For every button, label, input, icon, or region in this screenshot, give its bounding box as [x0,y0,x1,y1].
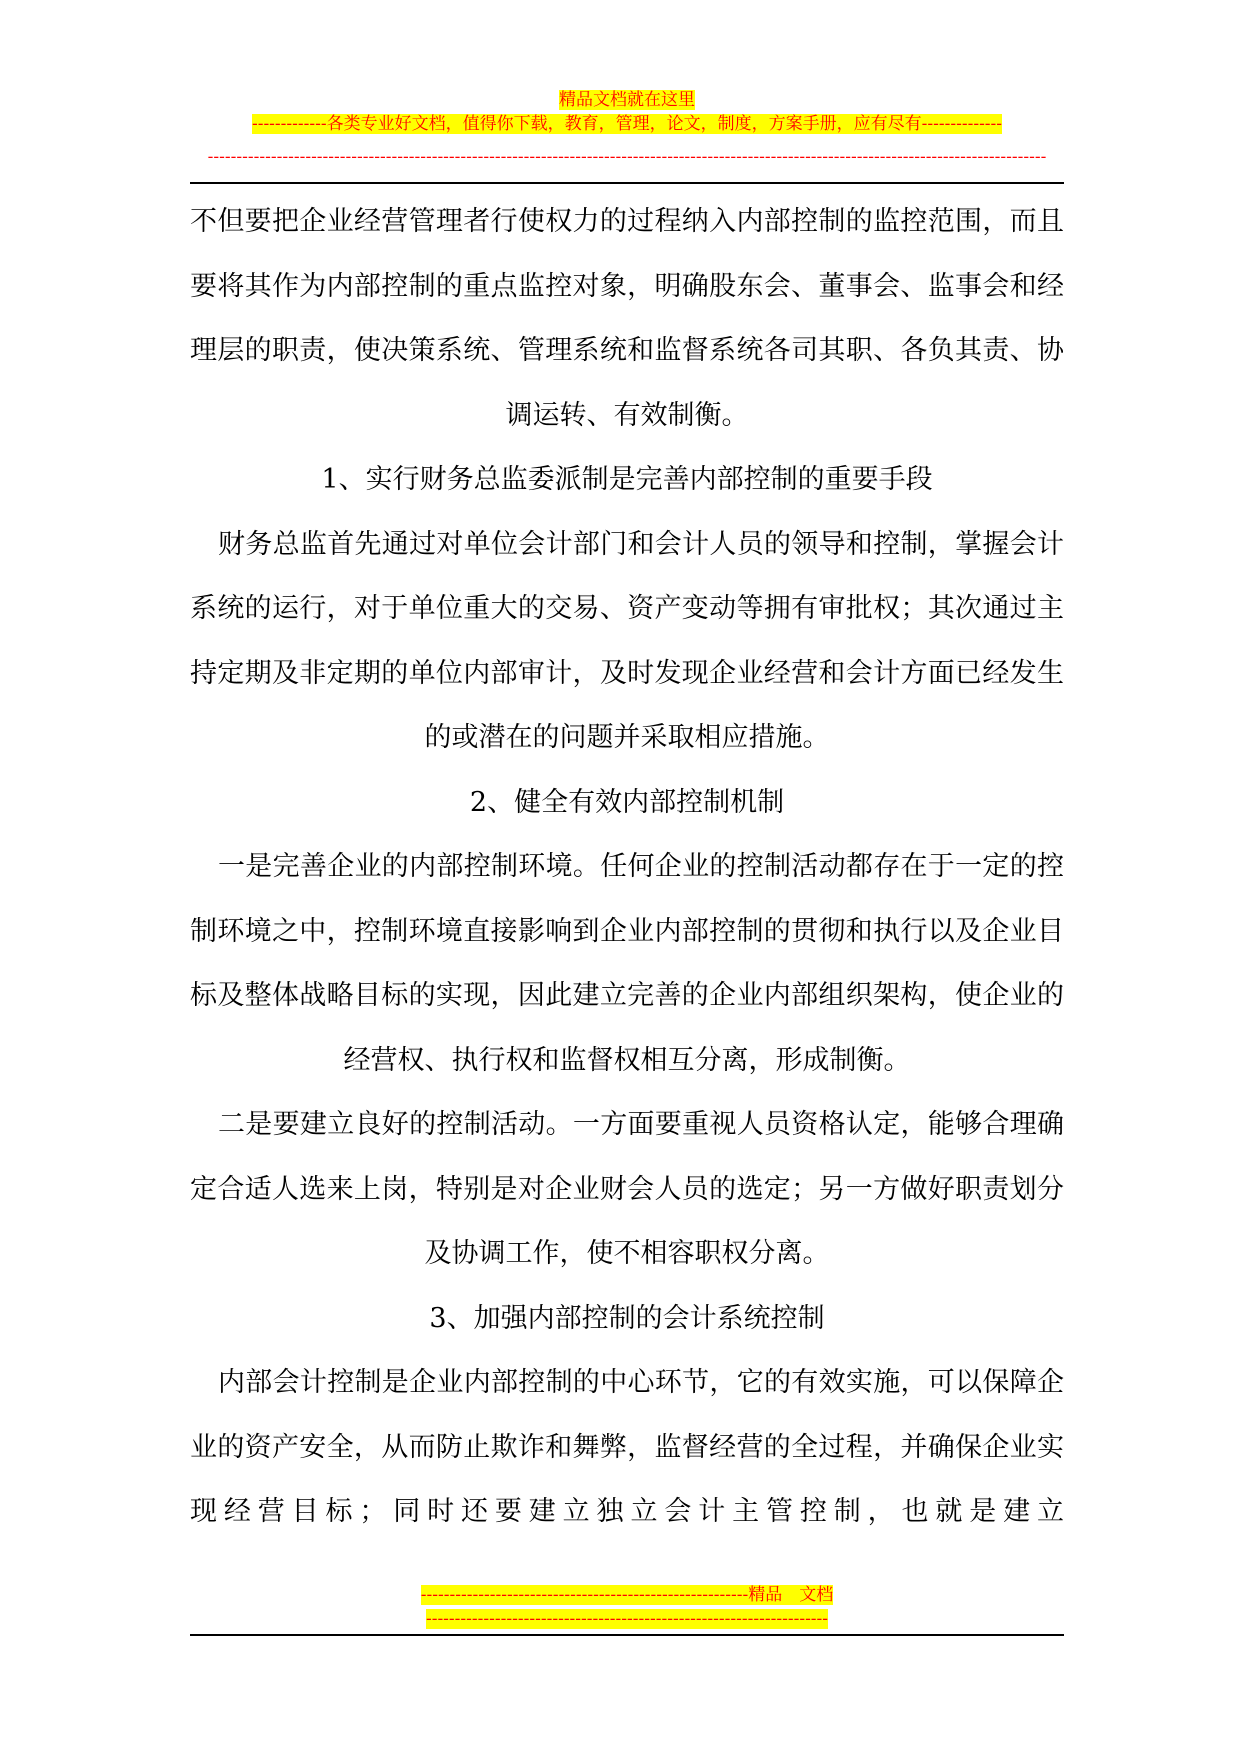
heading-3: 3、加强内部控制的会计系统控制 [429,1302,825,1334]
heading-2: 2、健全有效内部控制机制 [469,786,785,818]
footer-line-2 [190,1607,1064,1631]
paragraph-5: 内部会计控制是企业内部控制的中心环节，它的有效实施，可以保障企业的资产安全，从而防止欺诈和舞弊，监督经营的全过程，并确保企业实现经营目标；同时还要建立独立会计主管控制，也就是建立 [190,1367,1064,1527]
header-dashes: -------------------------------------------------------------------------------------------------------------------------------------------------- [207,147,1047,167]
header-subtitle-line [190,112,1064,136]
paragraph-1: 不但要把企业经营管理者行使权力的过程纳入内部控制的监控范围，而且要将其作为内部控制的重点监控对象，明确股东会、董事会、监事会和经理层的职责，使决策系统、管理系统和监督系统各司其职、各负其责、协调运转、有效制衡。 [190,206,1064,431]
paragraph-3: 一是完善企业的内部控制环境。任何企业的控制活动都存在于一定的控制环境之中，控制环境直接影响到企业内部控制的贯彻和执行以及企业目标及整体战略目标的实现，因此建立完善的企业内部组织架构，使企业的经营权、执行权和监督权相互分离，形成制衡。 [190,851,1064,1076]
page-footer [190,1583,1064,1631]
page-header [190,88,1064,168]
paragraph-4: 二是要建立良好的控制活动。一方面要重视人员资格认定，能够合理确定合适人选来上岗，特别是对企业财会人员的选定；另一方做好职责划分及协调工作，使不相容职权分离。 [190,1109,1064,1269]
footer-text-1: ---------------------------------------------------------精品 文档 [420,1585,834,1605]
footer-rule [190,1634,1064,1636]
footer-line-1 [190,1583,1064,1607]
header-rule [190,182,1064,184]
paragraph-2: 财务总监首先通过对单位会计部门和会计人员的领导和控制，掌握会计系统的运行，对于单位重大的交易、资产变动等拥有审批权；其次通过主持定期及非定期的单位内部审计，及时发现企业经营和会计方面已经发生的或潜在的问题并采取相应措施。 [190,528,1064,753]
header-subtitle: -------------各类专业好文档，值得你下载，教育，管理，论文，制度，方案手册，应有尽有-------------- [251,114,1003,134]
document-body [190,190,1064,1545]
header-title: 精品文档就在这里 [559,90,695,110]
footer-text-2: ---------------------------------------------------------------------- [425,1609,829,1629]
heading-1: 1、实行财务总监委派制是完善内部控制的重要手段 [321,464,933,495]
header-title-line [190,88,1064,112]
